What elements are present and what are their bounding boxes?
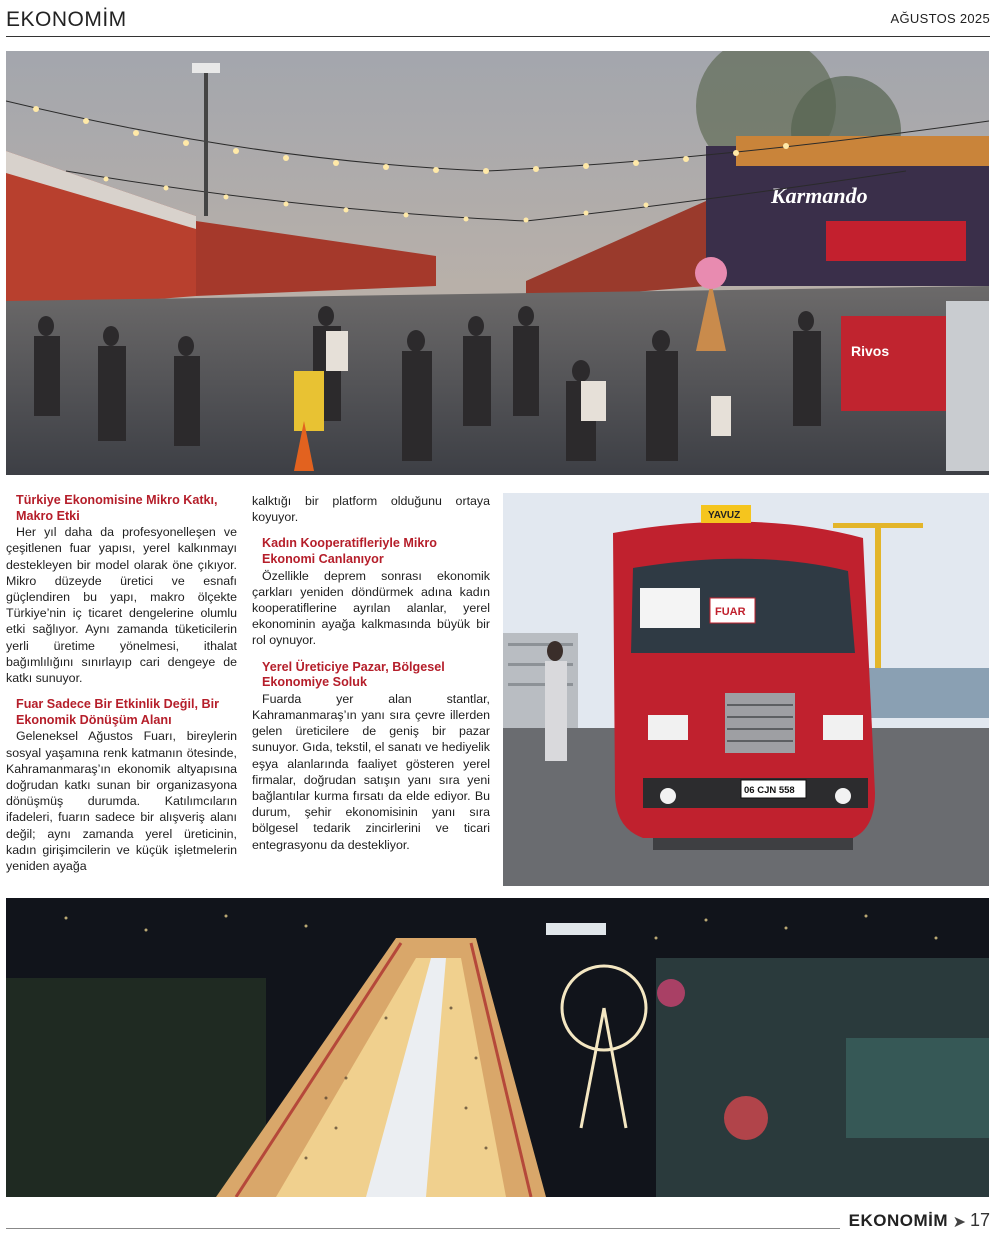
footer-section-title: EKONOMİM [848,1211,948,1230]
license-plate: 06 CJN 558 [744,785,795,796]
article-column-2 [252,493,490,864]
red-minibus-photo [503,493,989,886]
section-heading-micro-contribution: Türkiye Ekonomisine Mikro Katkı, Makro Etki [16,493,218,523]
windshield-sign: FUAR [715,606,746,618]
section-body-micro-contribution: Her yıl daha da profesyonelleşen ve çeşitlenen fuar yapısı, yerel kalkınmayı destekleyen bir model olarak öne çıkıyor. Mikro düzeyde üretici ve esnafı güçlendiren bu yapı, makro ölçekte Türkiye’nin iç ticaret dengelerine olumlu etki sağlıyor. Aynı zamanda tüketicilerin yerli üretime yönelmesi, ithalat bağımlılığını sınırlayıp cari dengeye de katkı sunuyor. [6,525,237,686]
fair-street-photo [6,51,989,475]
footer-divider [6,1228,840,1229]
section-heading-local-producers: Yerel Üreticiye Pazar, Bölgesel Ekonomiye Soluk [262,659,445,690]
roof-sign: YAVUZ [708,510,741,521]
section-title: EKONOMİM [6,8,127,31]
header-divider [6,36,990,37]
article-column-1 [6,493,237,885]
section-heading-economic-transformation: Fuar Sadece Bir Etkinlik Değil, Bir Ekonomik Dönüşüm Alanı [16,697,219,727]
section-body-local-producers: Fuarda yer alan stantlar, Kahramanmaraş’ın yanı sıra çevre illerden gelen üreticilere de geniş bir pazar sunuyor. Gıda, tekstil, el sanatı ve hediyelik eşya alanlarında faaliyet gösteren yerel firmalar, doğrudan satışın yanı sıra yeni bağlantılar kurma fırsatı da elde ediyor. Bu durum, şehir ekonomisinin yanı sıra bölgesel tedarik zincirlerini ve ticari entegrasyonu da destekliyor. [252,691,490,852]
issue-date: AĞUSTOS 2025 [890,11,990,26]
section-body-women-cooperatives: Özellikle deprem sonrası ekonomik çarkları yeniden döndürmek adına kadın kooperatiflerine ayrılan alanlar, yerel ekonominin ayağa kalkmasında büyük bir rol oynuyor. [252,568,490,648]
section-body-economic-transformation: Geleneksel Ağustos Fuarı, bireylerin sosyal yaşamına renk katmanın ötesinde, Kahramanmaraş’ın ekonomik altyapısına doğrudan katkı sunan bir organizasyona dönüşmüş durumda. Katılımcıların ifadeleri, fuarın sadece bir alışveriş alanı değil; aynı zamanda yerel üreticinin, kadın girişimcilerin ve küçük işletmelerin yeniden ayağa [6,729,237,874]
chevron-right-icon: ➤ [952,1214,966,1231]
page-number: 17 [969,1210,990,1230]
section-heading-women-cooperatives: Kadın Kooperatifleriyle Mikro Ekonomi Canlanıyor [262,536,437,566]
rivos-sign: Rivos [851,343,890,359]
karmando-sign: Karmando [771,183,868,208]
aerial-fairground-photo [6,898,989,1197]
section-body-continuation: kalktığı bir platform olduğunu ortaya koyuyor. [252,494,490,525]
